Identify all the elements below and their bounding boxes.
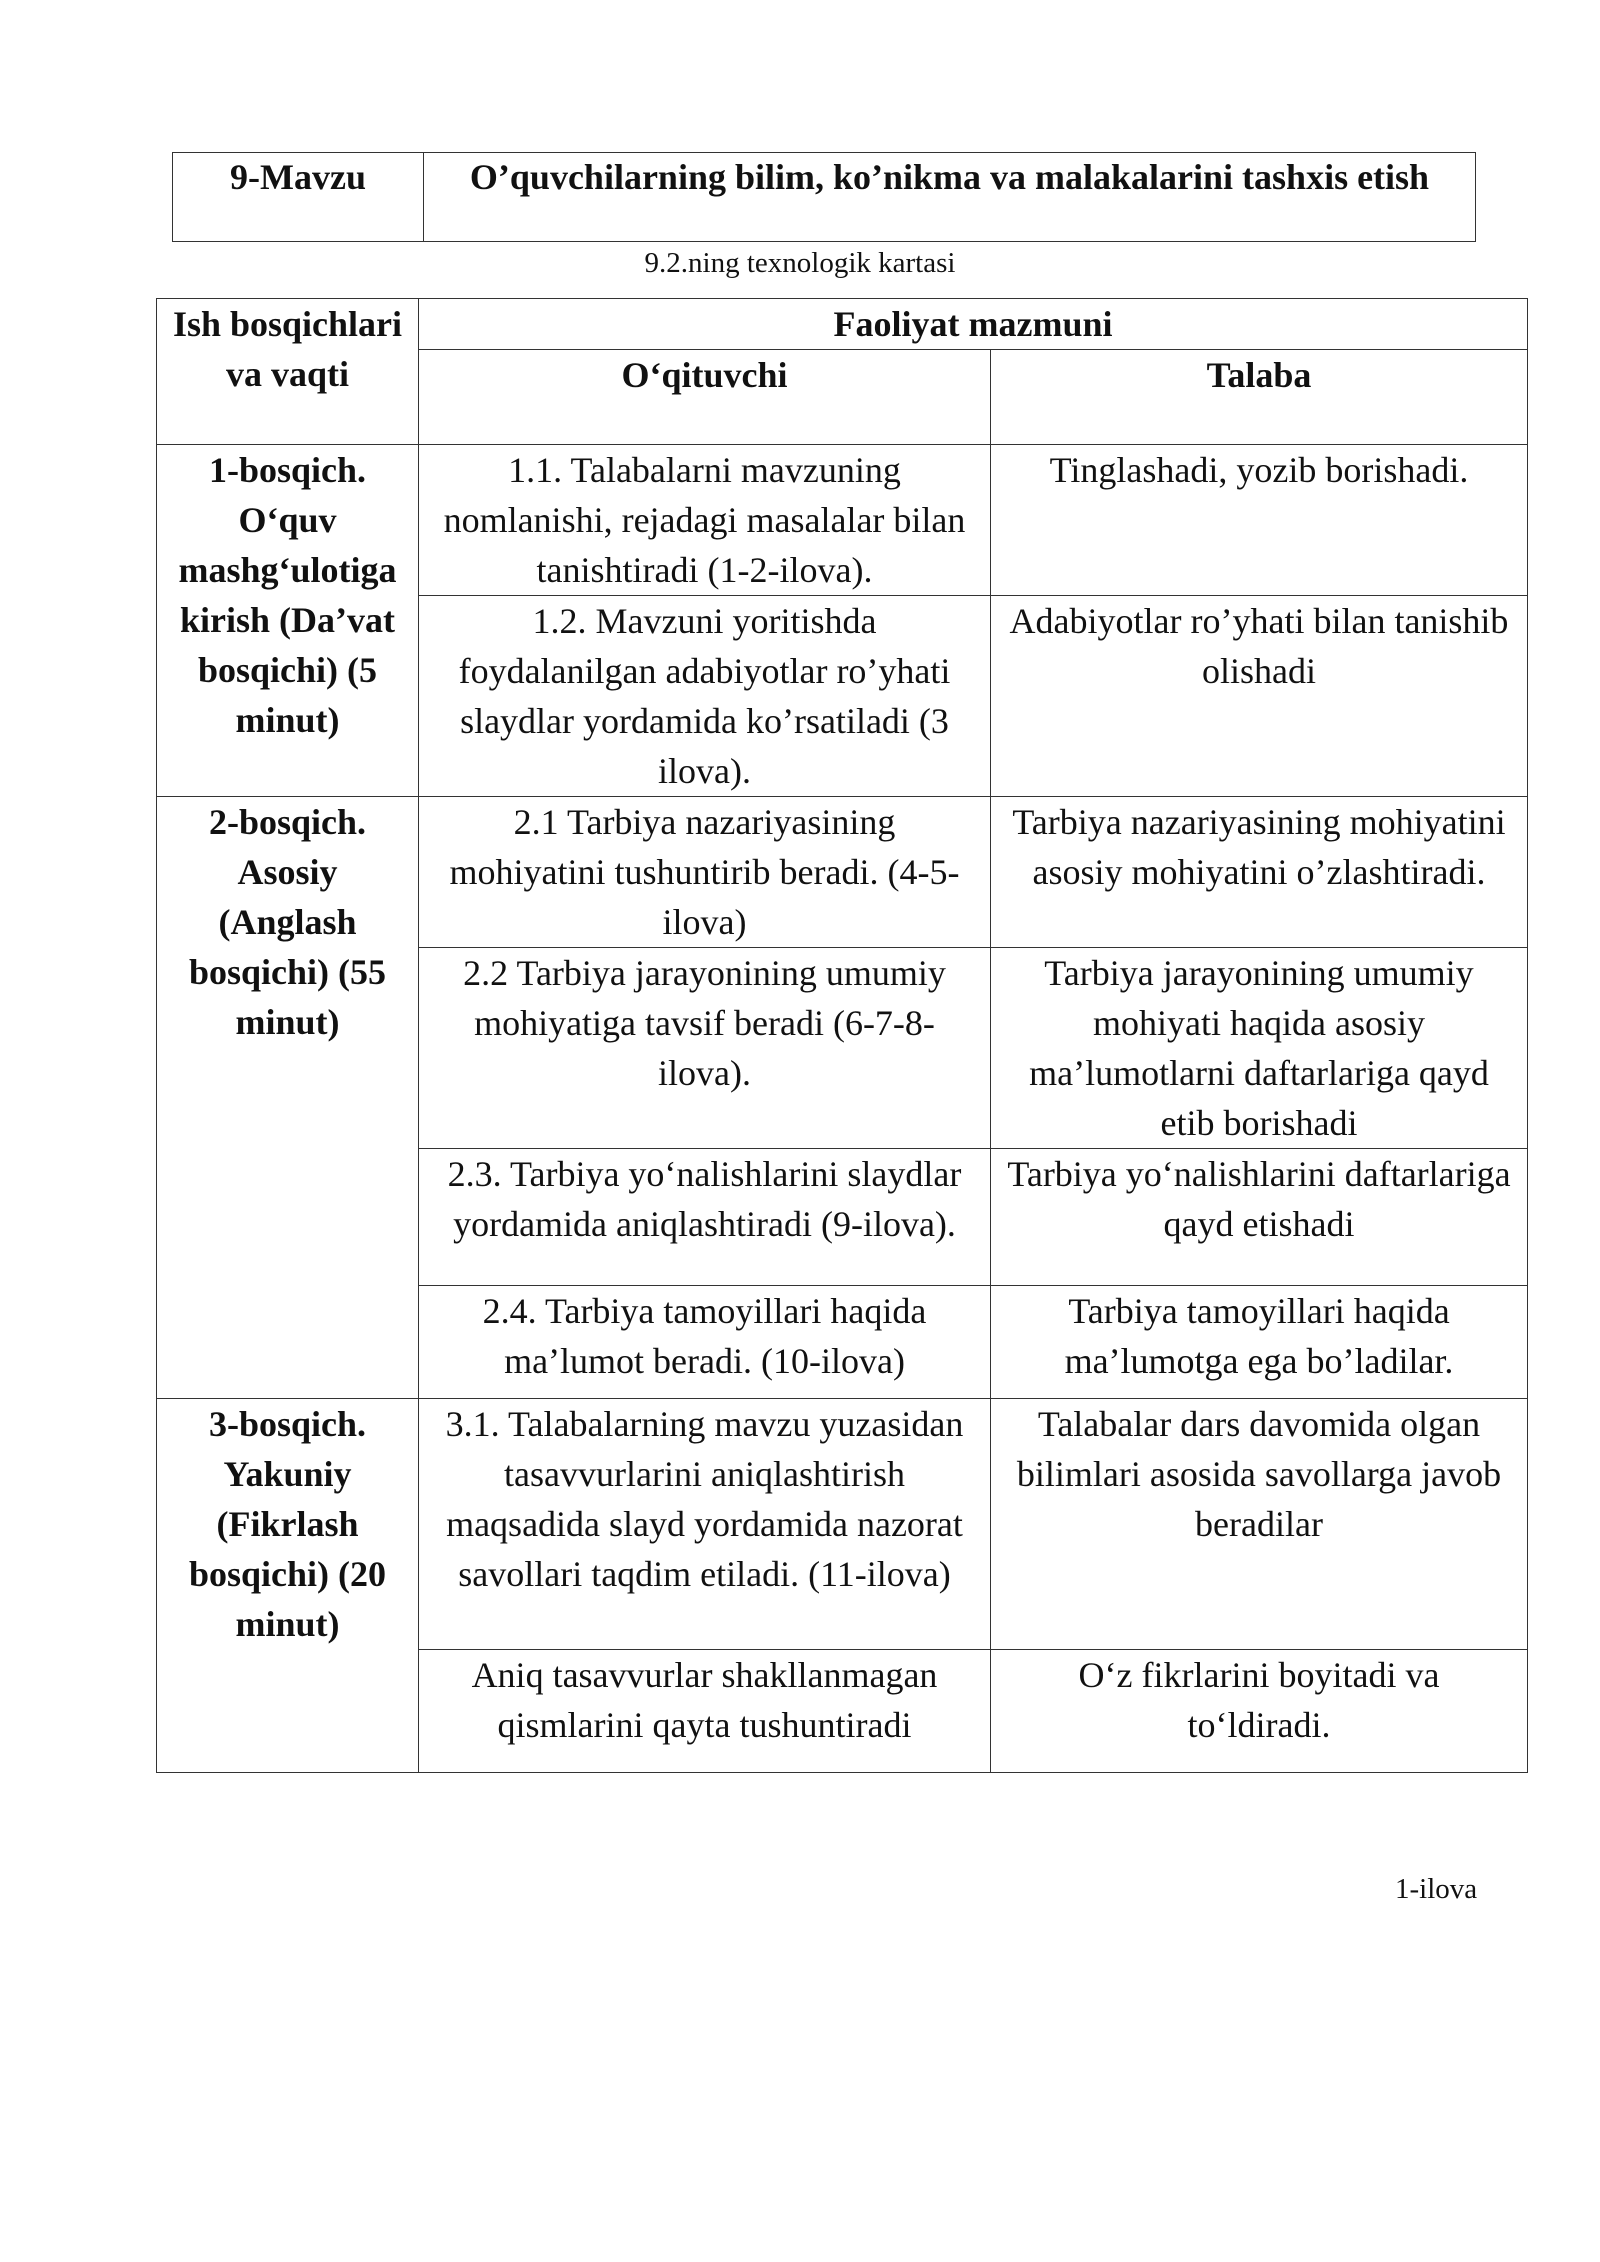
stage-2-student-3: Tarbiya yo‘nalishlarini daftarlariga qayd etishadi [991,1149,1528,1286]
stage-1-teacher-2: 1.2. Mavzuni yoritishda foydalanilgan adabiyotlar ro’yhati slaydlar yordamida ko’rsatiladi (3 ilova). [419,596,991,797]
table-row [157,797,1528,948]
topic-number: 9-Mavzu [173,153,424,242]
stage-2-student-4: Tarbiya tamoyillari haqida ma’lumotga ega bo’ladilar. [991,1286,1528,1399]
topic-header-table [172,152,1476,242]
stage-3-teacher-2: Aniq tasavvurlar shakllanmagan qismlarini qayta tushuntiradi [419,1650,991,1773]
stage-1-student-1: Tinglashadi, yozib borishadi. [991,445,1528,596]
header-stage: Ish bosqichlari va vaqti [157,299,419,445]
stage-3-title: 3-bosqich. Yakuniy (Fikrlash bosqichi) (20 minut) [157,1399,419,1773]
stage-1-teacher-1: 1.1. Talabalarni mavzuning nomlanishi, rejadagi masalalar bilan tanishtiradi (1-2-ilova). [419,445,991,596]
stage-3-student-2: O‘z fikrlarini boyitadi va to‘ldiradi. [991,1650,1528,1773]
table-header-row [157,299,1528,350]
topic-title: O’quvchilarning bilim, ko’nikma va malakalarini tashxis etish [424,153,1476,242]
stage-3-student-1: Talabalar dars davomida olgan bilimlari asosida savollarga javob beradilar [991,1399,1528,1650]
technology-card-table [156,298,1528,1773]
stage-1-student-2: Adabiyotlar ro’yhati bilan tanishib olishadi [991,596,1528,797]
appendix-label: 1-ilova [1395,1873,1478,1905]
header-activity: Faoliyat mazmuni [419,299,1528,350]
table-row [157,445,1528,596]
stage-1-title: 1-bosqich. O‘quv mashg‘ulotiga kirish (Da’vat bosqichi) (5 minut) [157,445,419,797]
stage-2-title: 2-bosqich. Asosiy (Anglash bosqichi) (55 minut) [157,797,419,1399]
stage-2-student-1: Tarbiya nazariyasining mohiyatini asosiy mohiyatini o’zlashtiradi. [991,797,1528,948]
technology-card-subtitle: 9.2.ning texnologik kartasi [644,247,956,279]
stage-2-teacher-4: 2.4. Tarbiya tamoyillari haqida ma’lumot beradi. (10-ilova) [419,1286,991,1399]
stage-3-teacher-1: 3.1. Talabalarning mavzu yuzasidan tasavvurlarini aniqlashtirish maqsadida slayd yordamida nazorat savollari taqdim etiladi. (11-ilova) [419,1399,991,1650]
stage-2-teacher-3: 2.3. Tarbiya yo‘nalishlarini slaydlar yordamida aniqlashtiradi (9-ilova). [419,1149,991,1286]
stage-2-teacher-2: 2.2 Tarbiya jarayonining umumiy mohiyatiga tavsif beradi (6-7-8-ilova). [419,948,991,1149]
header-student: Talaba [991,350,1528,445]
topic-header-row [173,153,1476,242]
header-teacher: O‘qituvchi [419,350,991,445]
table-row [157,1399,1528,1650]
stage-2-teacher-1: 2.1 Tarbiya nazariyasining mohiyatini tushuntirib beradi. (4-5-ilova) [419,797,991,948]
stage-2-student-2: Tarbiya jarayonining umumiy mohiyati haqida asosiy ma’lumotlarni daftarlariga qayd etib borishadi [991,948,1528,1149]
